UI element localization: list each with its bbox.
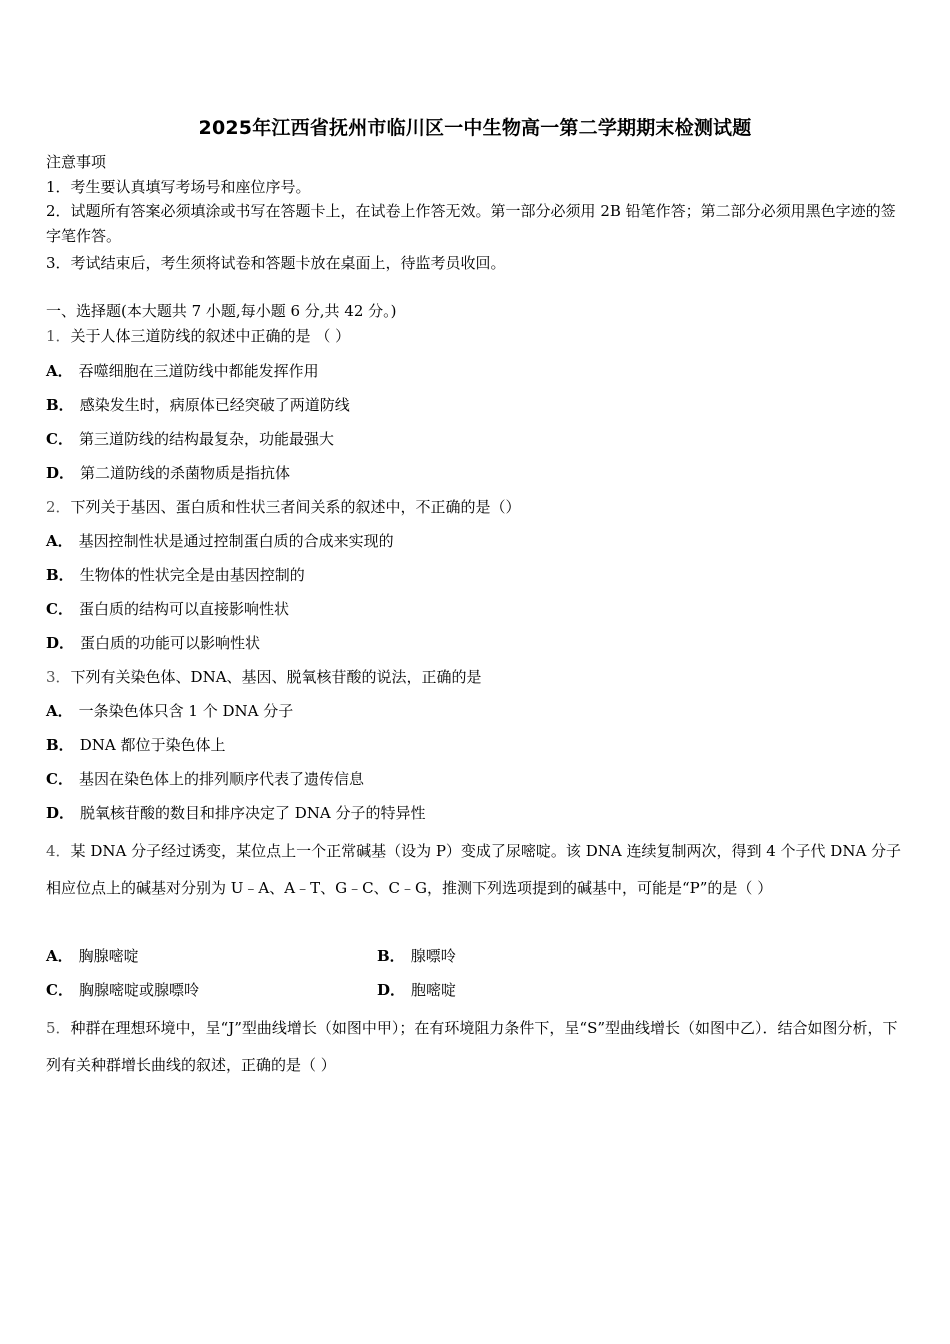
section-heading: 一、选择题(本大题共 7 小题,每小题 6 分,共 42 分。) [46, 302, 397, 320]
question-number: 1． [46, 327, 71, 345]
question-3-stem [46, 667, 482, 687]
q2-option-a[interactable]: A． 基因控制性状是通过控制蛋白质的合成来实现的 [46, 532, 394, 550]
notice-item-2: 2．试题所有答案必须填涂或书写在答题卡上，在试卷上作答无效。第一部分必须用 2B 铅笔作答；第二部分必须用黑色字迹的签字笔作答。 [46, 202, 896, 245]
q3-option-a[interactable]: A． 一条染色体只含 1 个 DNA 分子 [46, 702, 294, 720]
question-text: 某 DNA 分子经过诱变，某位点上一个正常碱基（设为 P）变成了尿嘧啶。该 DNA 连续复制两次，得到 4 个子代 DNA 分子相应位点上的碱基对分别为 U﹣A、A﹣T、G﹣C、C﹣G，推测下列选项提到的碱基中，可能是“P”的是（ ） [46, 842, 902, 897]
q4-option-b[interactable]: B． 腺嘌呤 [377, 947, 456, 965]
q2-option-d[interactable]: D． 蛋白质的功能可以影响性状 [46, 634, 261, 652]
question-2-stem [46, 497, 521, 517]
q1-option-a[interactable]: A． 吞噬细胞在三道防线中都能发挥作用 [46, 362, 319, 380]
q3-option-c[interactable]: C． 基因在染色体上的排列顺序代表了遗传信息 [46, 770, 364, 788]
q1-option-b[interactable]: B． 感染发生时，病原体已经突破了两道防线 [46, 396, 350, 414]
question-text: 下列有关染色体、DNA、基因、脱氧核苷酸的说法，正确的是 [70, 668, 482, 686]
q1-option-c[interactable]: C． 第三道防线的结构最复杂，功能最强大 [46, 430, 334, 448]
question-number: 5． [46, 1019, 71, 1037]
q4-option-a[interactable]: A． 胸腺嘧啶 [46, 947, 139, 965]
question-text: 种群在理想环境中，呈“J”型曲线增长（如图中甲）；在有环境阻力条件下，呈“S”型曲线增长（如图中乙）．结合如图分析，下列有关种群增长曲线的叙述，正确的是（ ） [46, 1019, 898, 1074]
question-text: 下列关于基因、蛋白质和性状三者间关系的叙述中，不正确的是（） [70, 498, 521, 516]
page-title: 2025年江西省抚州市临川区一中生物高一第二学期期末检测试题 [198, 117, 752, 139]
question-4-stem [46, 833, 908, 907]
q2-option-b[interactable]: B． 生物体的性状完全是由基因控制的 [46, 566, 305, 584]
q3-option-b[interactable]: B． DNA 都位于染色体上 [46, 736, 226, 754]
q3-option-d[interactable]: D． 脱氧核苷酸的数目和排序决定了 DNA 分子的特异性 [46, 804, 426, 822]
notice-heading: 注意事项 [46, 153, 107, 171]
notice-item-3: 3．考试结束后，考生须将试卷和答题卡放在桌面上，待监考员收回。 [46, 254, 506, 272]
q4-option-c[interactable]: C． 胸腺嘧啶或腺嘌呤 [46, 981, 199, 999]
question-number: 4． [46, 842, 71, 860]
q2-option-c[interactable]: C． 蛋白质的结构可以直接影响性状 [46, 600, 289, 618]
q1-option-d[interactable]: D． 第二道防线的杀菌物质是指抗体 [46, 464, 291, 482]
q4-option-d[interactable]: D． 胞嘧啶 [377, 981, 457, 999]
question-number: 2． [46, 498, 71, 516]
question-5-stem [46, 1010, 908, 1084]
question-text: 关于人体三道防线的叙述中正确的是 （ ） [70, 327, 351, 345]
notice-item-1: 1．考生要认真填写考场号和座位序号。 [46, 178, 311, 196]
question-1-stem [46, 326, 350, 346]
question-number: 3． [46, 668, 71, 686]
